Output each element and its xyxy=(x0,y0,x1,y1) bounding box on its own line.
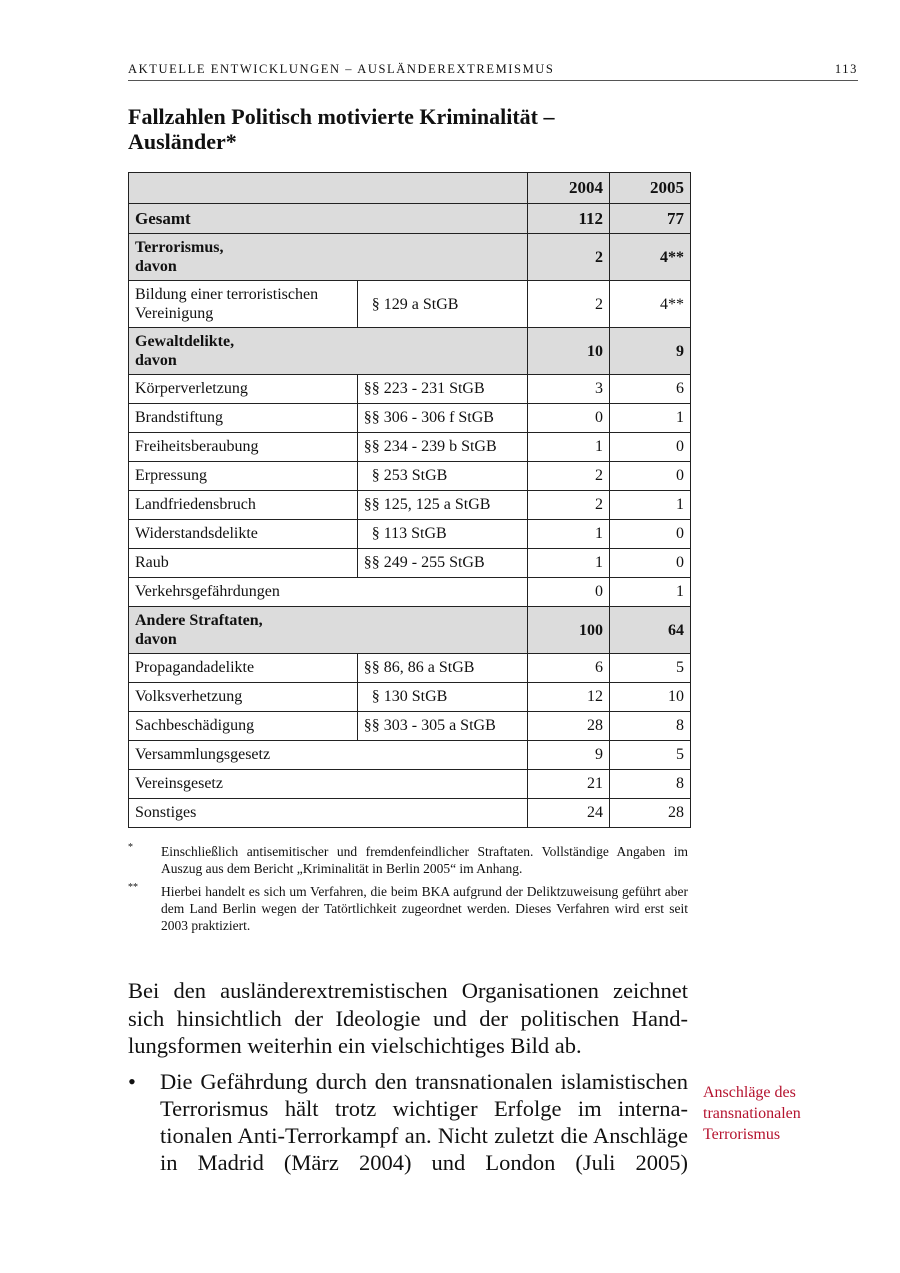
row-2004: 1 xyxy=(528,433,610,462)
row-2005: 0 xyxy=(610,549,691,578)
row-law: §§ 306 - 306 f StGB xyxy=(357,404,527,433)
footnote-mark: ** xyxy=(128,882,138,893)
row-2005: 28 xyxy=(610,799,691,828)
table-row xyxy=(129,375,691,404)
row-law xyxy=(357,462,527,491)
group-2004: 2 xyxy=(528,234,610,281)
row-law xyxy=(357,281,527,328)
table-row xyxy=(129,491,691,520)
row-2004: 3 xyxy=(528,375,610,404)
table-row xyxy=(129,578,691,607)
row-2004: 2 xyxy=(528,491,610,520)
row-law: §§ 223 - 231 StGB xyxy=(357,375,527,404)
group-2004: 10 xyxy=(528,328,610,375)
table-row xyxy=(129,462,691,491)
table-row xyxy=(129,770,691,799)
group-2004: 100 xyxy=(528,607,610,654)
row-label: Propagandadelikte xyxy=(129,654,358,683)
footnote xyxy=(128,883,688,934)
row-label: Brandstiftung xyxy=(129,404,358,433)
row-label: Sachbeschädigung xyxy=(129,712,358,741)
group-label-line1: Andere Straftaten, xyxy=(135,612,263,629)
group-label xyxy=(129,607,528,654)
footnote-text: Hierbei handelt es sich um Verfahren, die beim BKA aufgrund der Deliktzuweisung geführt aber dem Land Berlin wegen der Tatörtlichkeit zugeordnet werden. Dieses Verfahren wird erst seit 2003 praktiziert. xyxy=(161,884,688,933)
row-2004: 2 xyxy=(528,462,610,491)
group-label-line1: Gewaltdelikte, xyxy=(135,333,235,350)
row-2004: 6 xyxy=(528,654,610,683)
table-row xyxy=(129,549,691,578)
row-label: Raub xyxy=(129,549,358,578)
running-title: AKTUELLE ENTWICKLUNGEN – AUSLÄNDEREXTREMISMUS xyxy=(128,62,555,76)
row-2005: 1 xyxy=(610,491,691,520)
row-2005: 6 xyxy=(610,375,691,404)
body-paragraph: Bei den ausländerextremistischen Organisationen zeichnet sich hinsichtlich der Ideologie und der politischen Handlungsformen weiterhin ein vielschichtiges Bild ab. xyxy=(128,978,688,1058)
table-row xyxy=(129,683,691,712)
table-row xyxy=(129,433,691,462)
row-law: §§ 249 - 255 StGB xyxy=(357,549,527,578)
row-label xyxy=(129,281,358,328)
group-row-violence xyxy=(129,328,691,375)
margin-note: Anschläge des transnationalen Terrorismus xyxy=(703,1084,801,1143)
row-2005: 10 xyxy=(610,683,691,712)
row-2004: 28 xyxy=(528,712,610,741)
group-row-other xyxy=(129,607,691,654)
row-label-line1: Bildung einer terroristischen xyxy=(135,286,319,303)
law-reference: § 253 StGB xyxy=(371,467,448,484)
law-reference: § 129 a StGB xyxy=(371,295,459,313)
section-title xyxy=(128,104,728,154)
bullet-symbol: • xyxy=(128,1069,136,1094)
row-2005: 1 xyxy=(610,404,691,433)
group-label xyxy=(129,234,528,281)
running-header xyxy=(128,62,858,81)
page-number: 113 xyxy=(834,62,858,76)
year-2004-header: 2004 xyxy=(528,173,610,204)
row-label: Volksverhetzung xyxy=(129,683,358,712)
footnote-text: Einschließlich antisemitischer und fremdenfeindlicher Straftaten. Vollständige Angaben im Auszug aus dem Bericht „Kriminalität in Berlin 2005“ im Anhang. xyxy=(161,844,688,876)
statistics-table xyxy=(128,172,691,828)
row-label: Erpressung xyxy=(129,462,358,491)
footnotes xyxy=(128,843,688,940)
section-title-line2: Ausländer* xyxy=(128,129,237,154)
row-2004: 2 xyxy=(528,281,610,328)
row-2004: 12 xyxy=(528,683,610,712)
row-2004: 21 xyxy=(528,770,610,799)
row-law: §§ 303 - 305 a StGB xyxy=(357,712,527,741)
row-2004: 1 xyxy=(528,520,610,549)
row-2005: 0 xyxy=(610,433,691,462)
group-label-line2: davon xyxy=(135,631,177,648)
group-label-line2: davon xyxy=(135,258,177,275)
group-label xyxy=(129,328,528,375)
table-row xyxy=(129,281,691,328)
row-2004: 9 xyxy=(528,741,610,770)
row-2005: 0 xyxy=(610,520,691,549)
group-2005: 9 xyxy=(610,328,691,375)
table-row xyxy=(129,741,691,770)
row-2005: 5 xyxy=(610,741,691,770)
group-label-line1: Terrorismus, xyxy=(135,239,224,256)
table-row xyxy=(129,799,691,828)
header-empty-cell xyxy=(129,173,528,204)
row-label-line2: Vereinigung xyxy=(135,305,214,322)
footnote xyxy=(128,843,688,877)
table-header-row xyxy=(129,173,691,204)
row-label: Freiheitsberaubung xyxy=(129,433,358,462)
row-label: Körperverletzung xyxy=(129,375,358,404)
group-2005: 64 xyxy=(610,607,691,654)
row-2004: 24 xyxy=(528,799,610,828)
group-2005: 4** xyxy=(610,234,691,281)
row-label: Versammlungsgesetz xyxy=(129,741,528,770)
year-2005-header: 2005 xyxy=(610,173,691,204)
row-label: Vereinsgesetz xyxy=(129,770,528,799)
footnote-mark: * xyxy=(128,842,133,853)
total-row xyxy=(129,204,691,234)
group-row-terrorism xyxy=(129,234,691,281)
row-law: §§ 86, 86 a StGB xyxy=(357,654,527,683)
table-row xyxy=(129,654,691,683)
row-label: Widerstandsdelikte xyxy=(129,520,358,549)
row-law: §§ 234 - 239 b StGB xyxy=(357,433,527,462)
row-2005: 8 xyxy=(610,770,691,799)
row-2005: 1 xyxy=(610,578,691,607)
row-2005: 8 xyxy=(610,712,691,741)
total-2005: 77 xyxy=(610,204,691,234)
row-2005: 4** xyxy=(610,281,691,328)
table-row xyxy=(129,520,691,549)
law-reference: § 113 StGB xyxy=(371,525,447,542)
total-label: Gesamt xyxy=(129,204,528,234)
row-2005: 5 xyxy=(610,654,691,683)
table-row xyxy=(129,404,691,433)
bullet-text: Die Gefährdung durch den transnationalen islamistischen Terrorismus hält trotz wichtiger Erfolge im internationalen Anti-Terrorkampf an. Nicht zuletzt die Anschläge in Madrid (März 2004) und London (Juli 2005) xyxy=(160,1069,688,1175)
law-reference: § 130 StGB xyxy=(371,688,448,705)
row-law xyxy=(357,520,527,549)
total-2004: 112 xyxy=(528,204,610,234)
row-law: §§ 125, 125 a StGB xyxy=(357,491,527,520)
row-2004: 0 xyxy=(528,404,610,433)
row-2004: 1 xyxy=(528,549,610,578)
row-2005: 0 xyxy=(610,462,691,491)
table-row xyxy=(129,712,691,741)
row-2004: 0 xyxy=(528,578,610,607)
row-label: Sonstiges xyxy=(129,799,528,828)
section-title-line1: Fallzahlen Politisch motivierte Kriminalität – xyxy=(128,104,555,129)
row-label: Verkehrsgefährdungen xyxy=(129,578,528,607)
row-law xyxy=(357,683,527,712)
bullet-item xyxy=(128,1068,688,1176)
group-label-line2: davon xyxy=(135,352,177,369)
row-label: Landfriedensbruch xyxy=(129,491,358,520)
